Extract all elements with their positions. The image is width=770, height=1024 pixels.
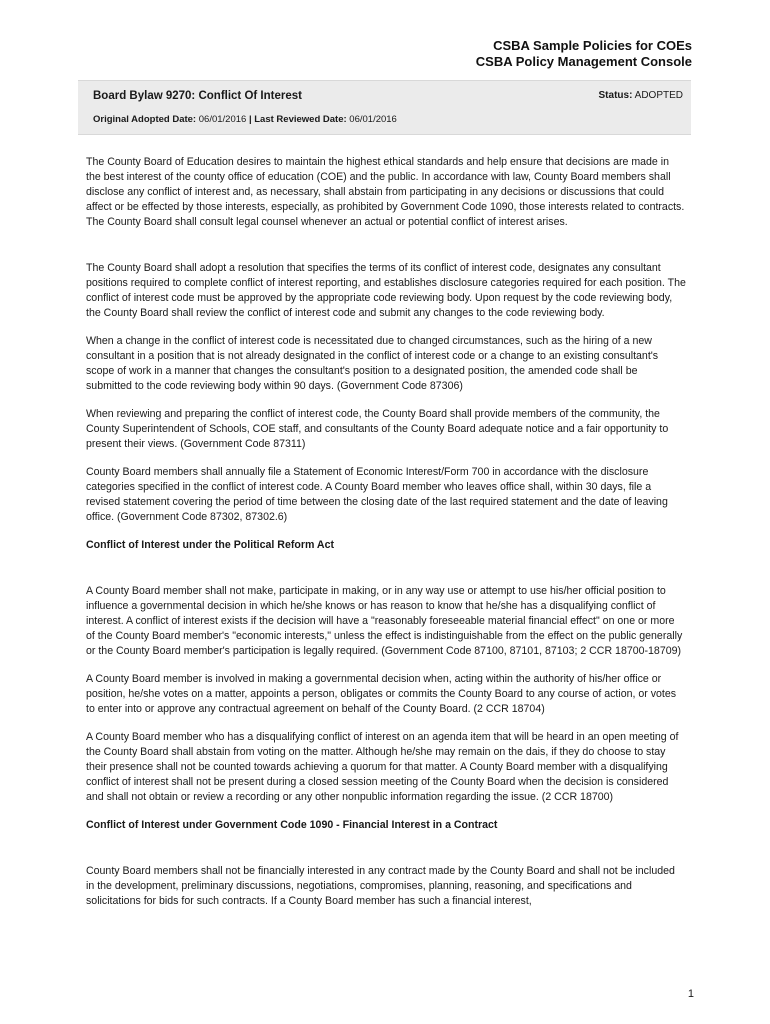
adopted-date-label: Original Adopted Date: — [93, 114, 197, 125]
date-separator: | — [248, 114, 252, 125]
policy-dates — [93, 114, 397, 125]
status-value: ADOPTED — [634, 90, 683, 101]
section-heading-gov-code-1090: Conflict of Interest under Government Code 1090 - Financial Interest in a Contract — [86, 819, 498, 831]
header-console-title: CSBA Policy Management Console — [475, 54, 692, 69]
policy-title: Board Bylaw 9270: Conflict Of Interest — [93, 90, 302, 102]
policy-body — [86, 155, 686, 922]
paragraph-form-700: County Board members shall annually file a Statement of Economic Interest/Form 700 in accordance with the disclosure categories specified in the conflict of interest code. A County Board member who leaves office shall, within 30 days, file a revised statement covering the period of time between the closing date of the last required statement and the date of leaving office. (Government Code 87302, 87302.6) — [86, 466, 668, 523]
paragraph-code-change: When a change in the conflict of interest code is necessitated due to changed circumstances, such as the hiring of a new consultant in a position that is not already designated in the conflict of interest code or a change to an existing consultant's scope of work in a manner that changes the consultant's position to a designated position, the amended code shall be submitted to the code reviewing body within 90 days. (Government Code 87306) — [86, 335, 659, 392]
header-org-title: CSBA Sample Policies for COEs — [493, 38, 692, 53]
paragraph-abstain: A County Board member who has a disqualifying conflict of interest on an agenda item that will be heard in an open meeting of the County Board shall abstain from voting on the matter. Although he/she may remain on the dais, if they do choose to stay their presence shall not be counted towards achieving a quorum for that matter. A County Board member with a disqualifying conflict of interest shall not be present during a closed session meeting of the County Board when the decision is considered and shall not obtain or review a recording or any other nonpublic information regarding the issue. (2 CCR 18700) — [86, 731, 679, 803]
paragraph-influence: A County Board member shall not make, participate in making, or in any way use or attempt to use his/her official position to influence a governmental decision in which he/she knows or has reason to know that he/she has a disqualifying conflict of interest. A conflict of interest exists if the decision will have a "reasonably foreseeable material financial effect" on one or more of the County Board member's "economic interests," unless the effect is indistinguishable from the effect on the public generally or the County Board member's participation is legally required. (Government Code 87100, 87101, 87103; 2 CCR 18700-18709) — [86, 585, 683, 657]
paragraph-intro: The County Board of Education desires to maintain the highest ethical standards and help ensure that decisions are made in the best interest of the county office of education (COE) and the public. In accordance with law, County Board members shall disclose any conflict of interest and, as necessary, shall abstain from participating in any decisions or discussions that could affect or be effected by those interests, especially, as prohibited by Government Code 1090, those interests related to contracts. The County Board shall consult legal counsel whenever an actual or potential conflict of interest arises. — [86, 156, 685, 228]
paragraph-governmental-decision: A County Board member is involved in making a governmental decision when, acting within the authority of his/her office or position, he/she votes on a matter, appoints a person, obligates or commits the County Board to any course of action, or votes to enter into or approve any contractual agreement on behalf of the County Board. (2 CCR 18704) — [86, 673, 677, 715]
paragraph-review: When reviewing and preparing the conflict of interest code, the County Board shall provide members of the community, the County Superintendent of Schools, COE staff, and consultants of the County Board adequate notice and a fair opportunity to present their views. (Government Code 87311) — [86, 408, 669, 450]
adopted-date-value: 06/01/2016 — [198, 114, 247, 125]
document-header — [476, 38, 692, 70]
section-heading-political-reform: Conflict of Interest under the Political Reform Act — [86, 539, 334, 551]
policy-status — [599, 90, 683, 101]
paragraph-financial-interest: County Board members shall not be financially interested in any contract made by the County Board and shall not be included in the development, preliminary discussions, negotiations, compromises, planning, reasoning, and specifications and solicitations for bids for such contracts. If a County Board member has such a financial interest, — [86, 865, 675, 907]
reviewed-date-label: Last Reviewed Date: — [254, 114, 347, 125]
paragraph-resolution: The County Board shall adopt a resolution that specifies the terms of its conflict of interest code, designates any consultant positions required to complete conflict of interest reporting, and establishes disclosure categories required for each position. The conflict of interest code must be approved by the appropriate code reviewing body. Upon request by the code reviewing body, the County Board shall review the conflict of interest code and submit any changes to the code reviewing body. — [86, 262, 686, 319]
reviewed-date-value: 06/01/2016 — [349, 114, 397, 125]
policy-info-box — [78, 80, 691, 135]
status-label: Status: — [598, 90, 633, 101]
page-number: 1 — [687, 988, 694, 1000]
